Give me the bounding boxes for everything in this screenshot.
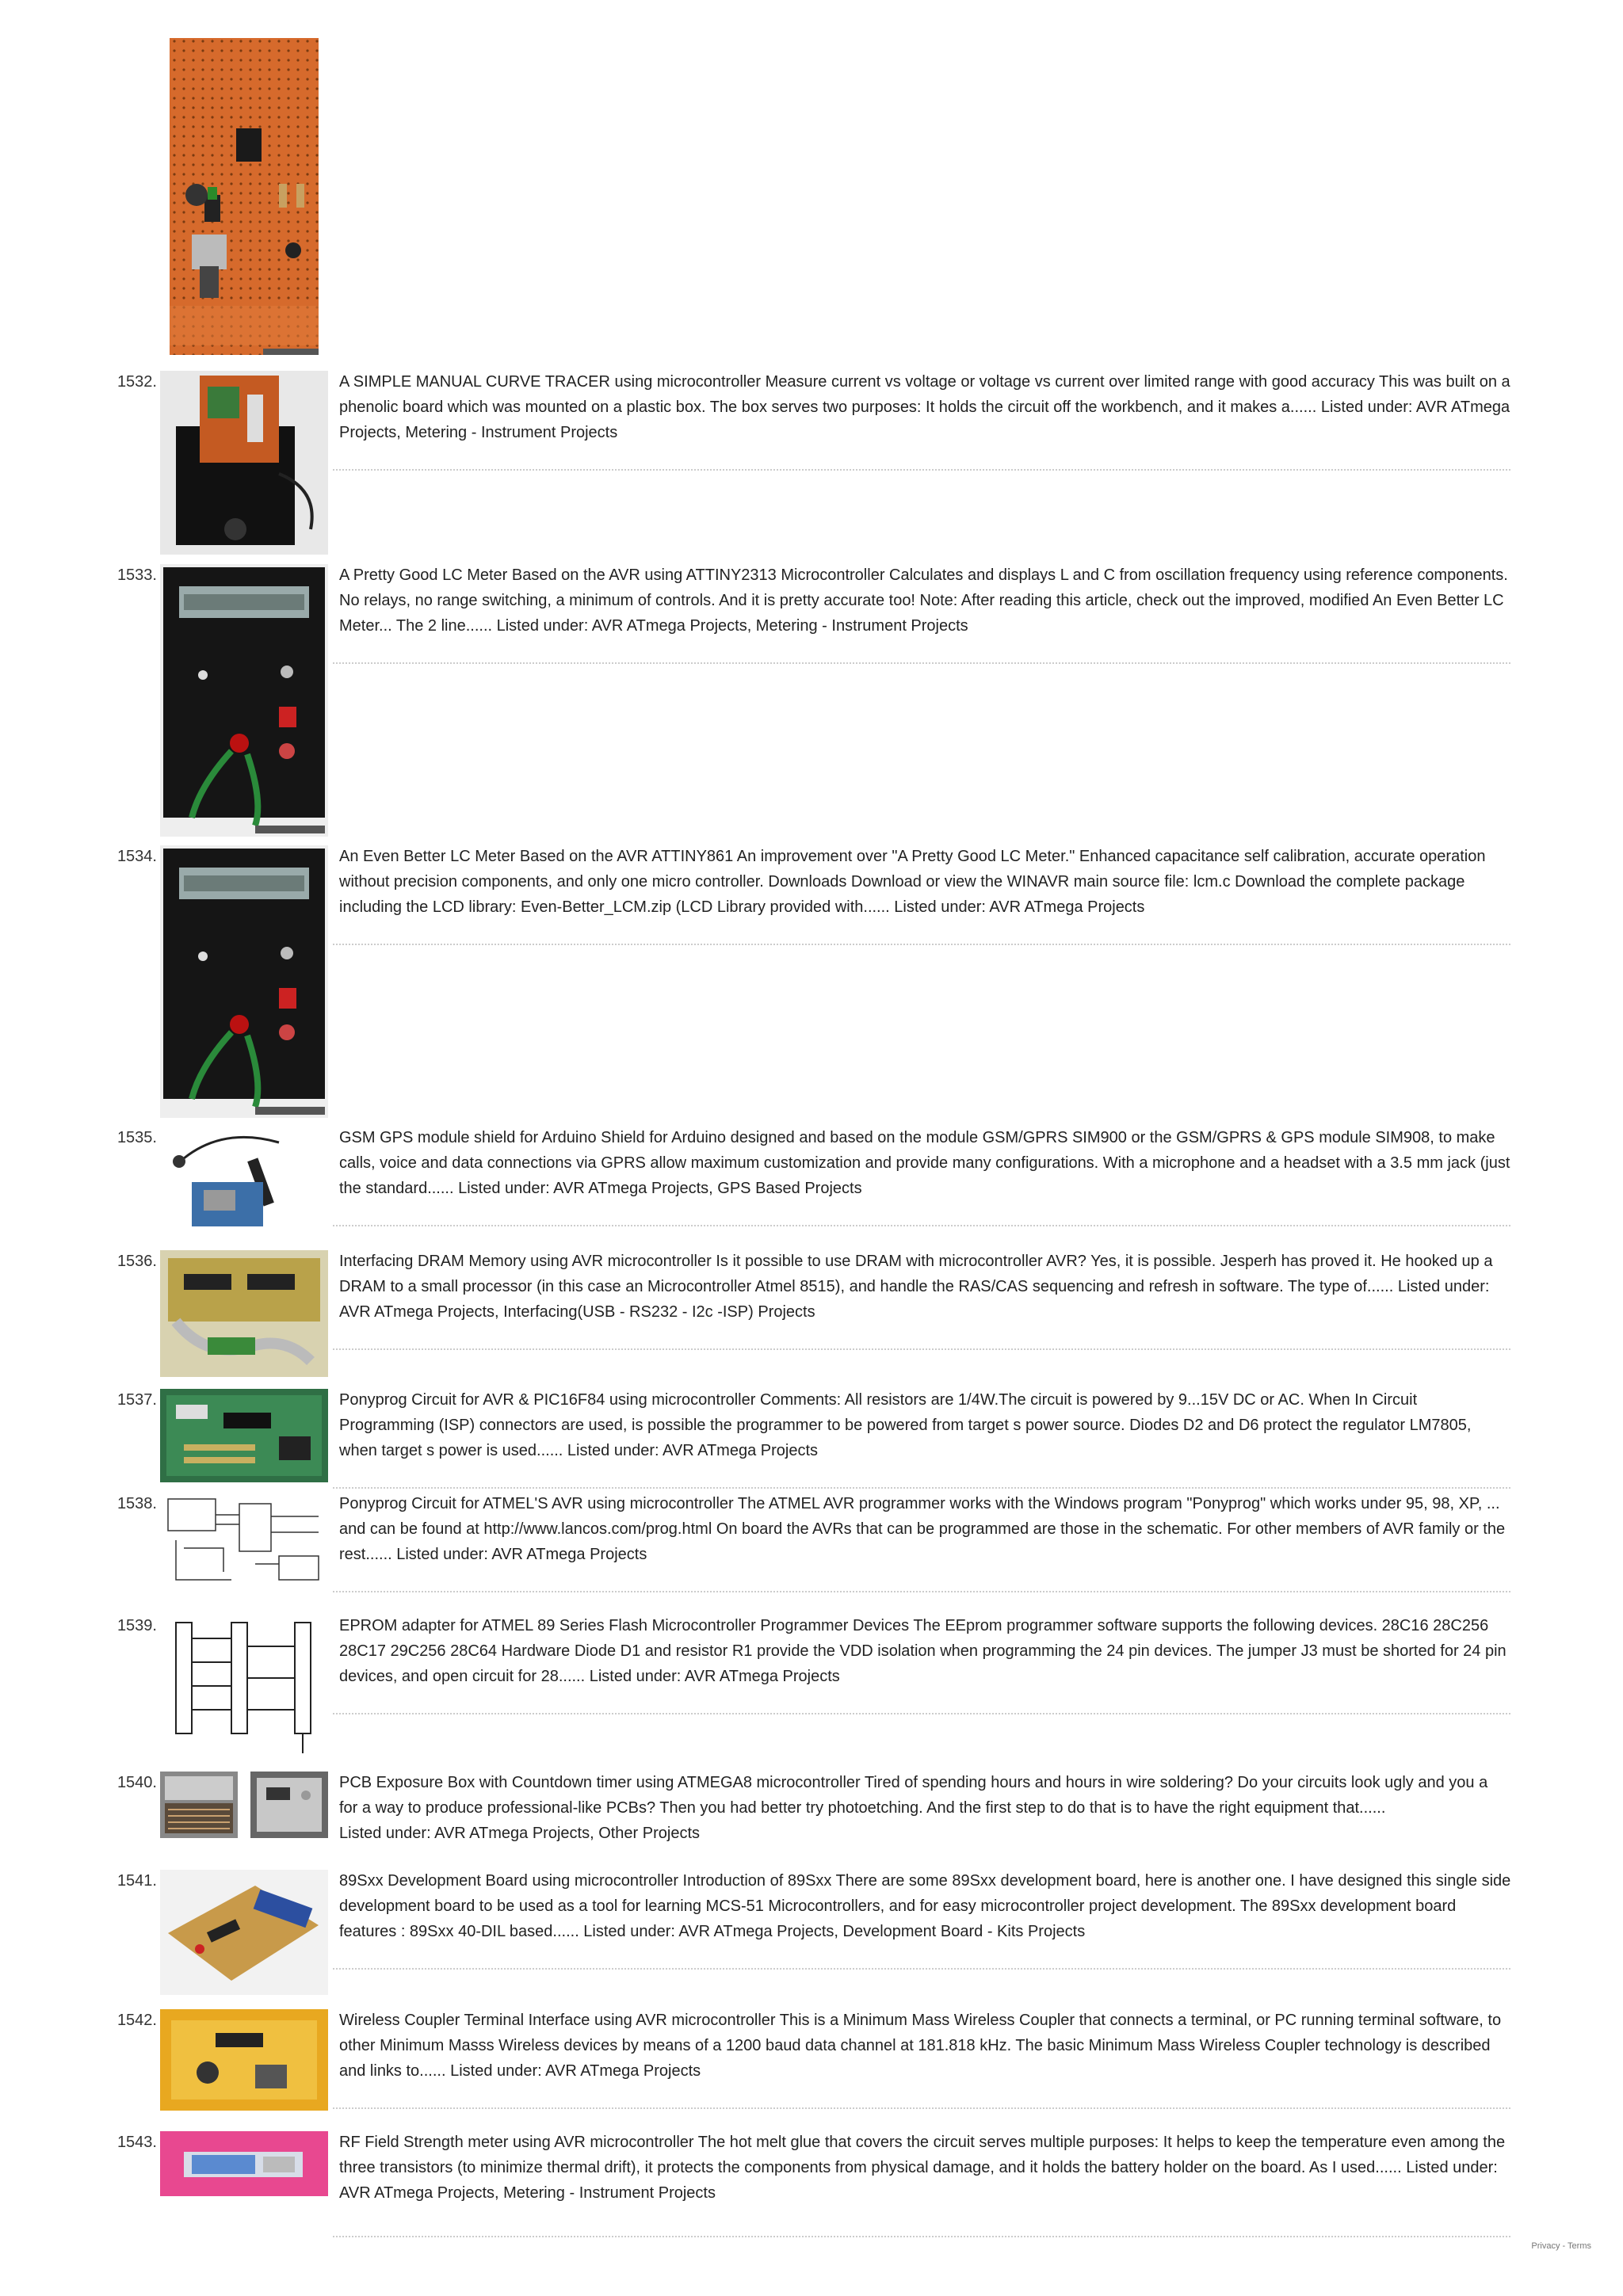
item-number: 1533. <box>116 566 157 584</box>
item-separator <box>333 469 1510 471</box>
rf-meter-thumbnail[interactable] <box>160 2131 328 2196</box>
exposure-box-closed-thumbnail[interactable] <box>250 1772 328 1838</box>
exposure-box-open-thumbnail[interactable] <box>160 1772 238 1838</box>
item-description[interactable]: GSM GPS module shield for Arduino Shield for Arduino designed and based on the module GSM/GPRS SIM900 or the GSM/GPRS & GPS module SIM908, to make calls, voice and data connections via GPRS allow maximum customization and provide many configurations. With a microphone and a headset with a 3.5 mm jack (just the standard...... Listed under: AVR ATmega Projects, GPS Based Projects <box>339 1129 1510 1197</box>
item-separator <box>333 1968 1510 1970</box>
item-number: 1537. <box>116 1391 157 1409</box>
item-description[interactable]: Ponyprog Circuit for AVR & PIC16F84 using microcontroller Comments: All resistors are 1/4W.The circuit is powered by 9...15V DC or AC. When In Circuit Programming (ISP) connectors are used, is possible the programmer to be powered from target s power source. Diodes D2 and D6 protect the regulator LM7805, when target s power is used...... Listed under: AVR ATmega Projects <box>339 1391 1472 1459</box>
item-separator <box>333 1348 1510 1350</box>
item-description[interactable]: A SIMPLE MANUAL CURVE TRACER using microcontroller Measure current vs voltage or voltage vs current over limited range with good accuracy This was built on a phenolic board which was mounted on a plastic box. The box serves two purposes: It holds the circuit off the workbench, and it makes a...... Listed under: AVR ATmega Projects, Metering - Instrument Projects <box>339 373 1510 441</box>
ponyprog-pcb-thumbnail[interactable] <box>160 1389 328 1482</box>
eprom-adapter-schematic-thumbnail[interactable] <box>160 1615 328 1757</box>
item-description[interactable]: 89Sxx Development Board using microcontroller Introduction of 89Sxx There are some 89Sxx development board, here is another one. I have designed this single side development board to be used as a tool for learning MCS-51 Microcontrollers, and for easy microcontroller project development. The 89Sxx development board features : 89Sxx 40-DIL based...... Listed under: AVR ATmega Projects, Development Board - Kits Projects <box>339 1872 1511 1940</box>
privacy-link[interactable]: Privacy <box>1531 2241 1560 2251</box>
item-description[interactable]: RF Field Strength meter using AVR microcontroller The hot melt glue that covers the circuit serves multiple purposes: It helps to keep the temperature even among the three transistors (to minimize thermal drift), it protects the components from physical damage, and it holds the battery holder on the board. As I used...... Listed under: AVR ATmega Projects, Metering - Instrument Projects <box>339 2134 1506 2202</box>
item-description[interactable]: A Pretty Good LC Meter Based on the AVR using ATTINY2313 Microcontroller Calculates and displays L and C from oscillation frequency using reference components. No relays, no range switching, a minimum of controls. And it is pretty accurate too! Note: After reading this article, check out the improved, modified An Even Better LC Meter... The 2 line...... Listed under: AVR ATmega Projects, Metering - Instrument Projects <box>339 566 1508 635</box>
dram-board-thumbnail[interactable] <box>160 1250 328 1377</box>
item-number: 1538. <box>116 1495 157 1512</box>
item-separator <box>333 1713 1510 1714</box>
item-separator <box>333 1225 1510 1226</box>
item-number: 1536. <box>116 1253 157 1270</box>
prototype-board-photo[interactable] <box>160 36 328 361</box>
item-separator <box>333 1487 1510 1489</box>
curve-tracer-thumbnail[interactable] <box>160 371 328 555</box>
item-separator <box>333 662 1510 664</box>
ponyprog-schematic-thumbnail[interactable] <box>160 1493 328 1592</box>
development-board-thumbnail[interactable] <box>160 1870 328 1995</box>
item-number: 1534. <box>116 848 157 865</box>
recaptcha-footer <box>1531 2241 1591 2251</box>
lc-meter-thumbnail[interactable] <box>160 564 328 837</box>
item-number: 1532. <box>116 373 157 391</box>
better-lc-meter-thumbnail[interactable] <box>160 845 328 1118</box>
item-description[interactable] <box>339 1770 1607 1846</box>
description-line: PCB Exposure Box with Countdown timer using ATMEGA8 microcontroller Tired of spending hours and hours in wire soldering? Do your circuits look ugly and you a <box>339 1774 1488 1791</box>
description-line: for a way to produce professional-like PCBs? Then you had better try photoetching. And the first step to do that is to have the right equipment that...... <box>339 1799 1386 1817</box>
description-line: Listed under: AVR ATmega Projects, Other Projects <box>339 1825 701 1842</box>
item-separator <box>333 2107 1510 2109</box>
wireless-coupler-thumbnail[interactable] <box>160 2009 328 2111</box>
item-number: 1543. <box>116 2134 157 2151</box>
item-separator <box>333 1591 1510 1592</box>
item-separator <box>333 2236 1510 2237</box>
footer-separator: - <box>1560 2241 1568 2251</box>
item-description[interactable]: Ponyprog Circuit for ATMEL'S AVR using microcontroller The ATMEL AVR programmer works with the Windows program "Ponyprog" which works under 95, 98, XP, ... and can be found at http://www.lancos.com/prog.html On board the AVRs that can be programmed are those in the schematic. For other members of AVR family or the rest...... Listed under: AVR ATmega Projects <box>339 1495 1506 1563</box>
terms-link[interactable]: Terms <box>1568 2241 1591 2251</box>
item-number: 1541. <box>116 1872 157 1890</box>
item-description[interactable]: EPROM adapter for ATMEL 89 Series Flash Microcontroller Programmer Devices The EEprom programmer software supports the following devices. 28C16 28C256 28C17 29C256 28C64 Hardware Diode D1 and resistor R1 provide the VDD isolation when programming the 24 pin devices. The jumper J3 must be shorted for 24 pin devices, and open circuit for 28...... Listed under: AVR ATmega Projects <box>339 1617 1507 1685</box>
gsm-gps-shield-thumbnail[interactable] <box>160 1127 328 1234</box>
item-description[interactable]: Interfacing DRAM Memory using AVR microcontroller Is it possible to use DRAM with microcontroller AVR? Yes, it is possible. Jesperh has proved it. He hooked up a DRAM to a small processor (in this case an Microcontroller Atmel 8515), and handle the RAS/CAS sequencing and refresh in software. The type of...... Listed under: AVR ATmega Projects, Interfacing(USB - RS232 - I2c -ISP) Projects <box>339 1253 1493 1321</box>
item-description[interactable]: An Even Better LC Meter Based on the AVR ATTINY861 An improvement over "A Pretty Good LC Meter." Enhanced capacitance self calibration, accurate operation without precision components, and only one micro controller. Downloads Download or view the WINAVR main source file: lcm.c Download the complete package including the LCD library: Even-Better_LCM.zip (LCD Library provided with...... Listed under: AVR ATmega Projects <box>339 848 1486 916</box>
item-description[interactable]: Wireless Coupler Terminal Interface using AVR microcontroller This is a Minimum Mass Wireless Coupler that connects a terminal, or PC running terminal software, to other Minimum Masss Wireless devices by means of a 1200 baud data channel at 181.818 kHz. The basic Minimum Mass Wireless Coupler technology is described and links to...... Listed under: AVR ATmega Projects <box>339 2012 1502 2080</box>
item-separator <box>333 944 1510 945</box>
item-number: 1542. <box>116 2012 157 2029</box>
item-number: 1540. <box>116 1774 157 1791</box>
item-number: 1535. <box>116 1129 157 1146</box>
item-number: 1539. <box>116 1617 157 1634</box>
